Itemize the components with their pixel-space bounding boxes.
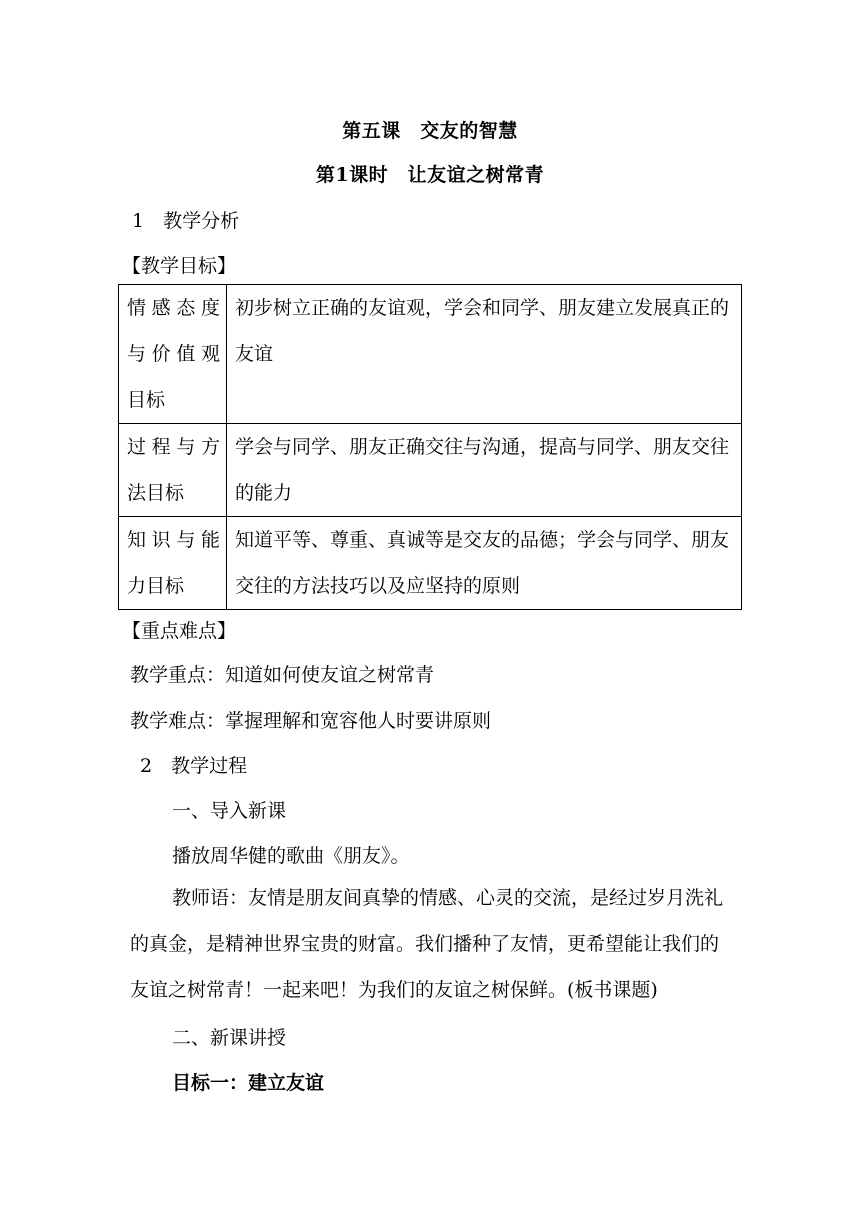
- objective-category: 过程与方 法目标: [119, 424, 227, 517]
- teacher-paragraph: 教师语：友情是朋友间真挚的情感、心灵的交流，是经过岁月洗礼的真金，是精神世界宝贵的财富。我们播种了友情，更希望能让我们的友谊之树常青！一起来吧！为我们的友谊之树保鲜。(板书课题): [130, 887, 724, 1001]
- period-title: 第1课时 让友谊之树常青: [315, 164, 545, 186]
- objective-content: 知道平等、尊重、真诚等是交友的品德；学会与同学、朋友交往的方法技巧以及应坚持的原则: [227, 517, 742, 610]
- objectives-table: [118, 284, 742, 610]
- objective-row: [119, 424, 742, 517]
- objective-content: 学会与同学、朋友正确交往与沟通，提高与同学、朋友交往的能力: [227, 424, 742, 517]
- objective-category: 情感态度 与价值观 目标: [119, 285, 227, 424]
- lesson-title: 第五课 交友的智慧: [342, 120, 518, 142]
- key-points-heading: 【重点难点】: [122, 620, 237, 642]
- difficult-point: 教学难点：掌握理解和宽容他人时要讲原则: [130, 710, 492, 732]
- objective-row: [119, 285, 742, 424]
- section1-heading: 1 教学分析: [132, 210, 240, 232]
- objectives-heading: 【教学目标】: [122, 255, 237, 277]
- objective-content: 初步树立正确的友谊观，学会和同学、朋友建立发展真正的友谊: [227, 285, 742, 424]
- part1-heading: 一、导入新课: [172, 800, 287, 822]
- key-point: 教学重点：知道如何使友谊之树常青: [130, 664, 435, 686]
- part2-heading: 二、新课讲授: [172, 1027, 287, 1049]
- objective-category: 知识与能 力目标: [119, 517, 227, 610]
- objective-row: [119, 517, 742, 610]
- goal1-heading: 目标一：建立友谊: [172, 1072, 325, 1094]
- section2-heading: 2 教学过程: [140, 755, 248, 777]
- part1-line: 播放周华健的歌曲《朋友》。: [172, 845, 410, 867]
